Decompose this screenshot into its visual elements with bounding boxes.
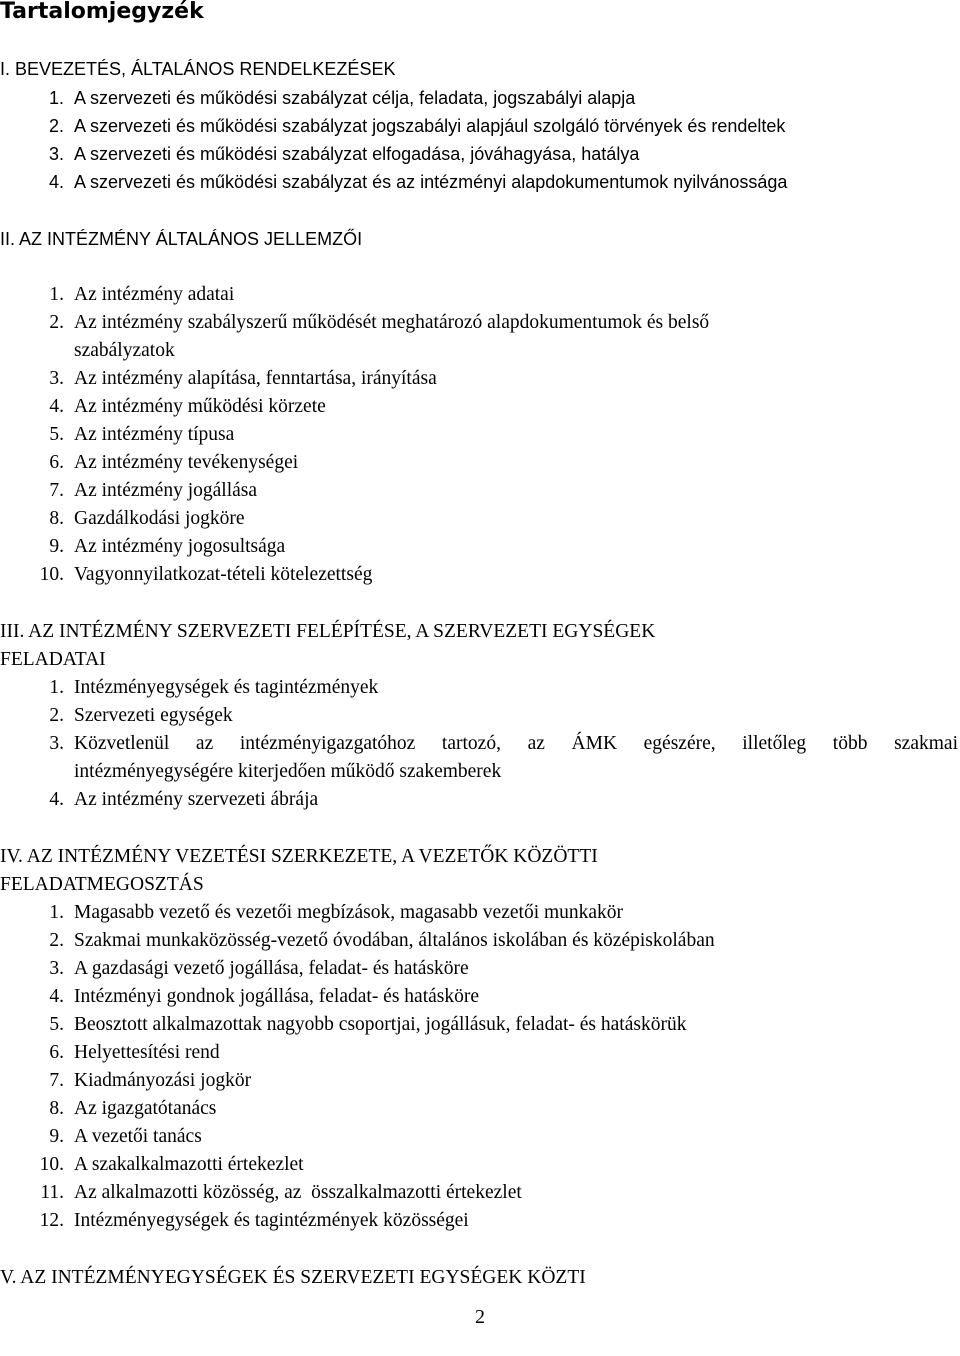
toc-title: Tartalomjegyzék — [0, 0, 204, 24]
page-number: 2 — [475, 1306, 485, 1328]
document-page: Tartalomjegyzék I. BEVEZETÉS, ÁLTALÁNOS RENDELKEZÉSEK 1. A szervezeti és működési szabályzat célja, feladata, jogszabályi alapja 2. A szervezeti és működési szabályzat jogszabályi alapjául szolgáló törvények és rendeltek 3. A szervezeti és működési szabályzat elfogadása, jóváhagyása, hatálya 4. A szervezeti és működési szabályzat és az intézményi alapdokumentumok nyilvánossága II. AZ INTÉZMÉNY ÁLTALÁNOS JELLEMZŐI 1. Az intézmény adatai 2. Az intézmény szabályszerű működését meghatározó alapdokumentumok és belső szabályzatok 3. Az intézmény alapítása, fenntartása, irányítása 4. Az intézmény működési körzete 5. Az intézmény típusa 6. Az intézmény tevékenységei 7. Az intézmény jogállása 8. Gazdálkodási jogköre 9. Az intézmény jogosultsága 10. Vagyonnyilatkozat-tételi kötelezettség III. AZ INTÉZMÉNY SZERVEZETI FELÉPÍTÉSE, A SZERVEZETI EGYSÉGEK FELADATAI 1. Intézményegységek és tagintézmények 2. Szervezeti egységek 3. Közvetlenül az intézményigazgatóhoz tartozó, az ÁMK egészére, illetőleg több szakmai intézményegységére kiterjedően működő szakemberek 4. Az intézmény szervezeti ábrája IV. AZ INTÉZMÉNY VEZETÉSI SZERKEZETE, A VEZETŐK KÖZÖTTI FELADATMEGOSZTÁS 1. Magasabb vezető és vezetői megbízások, magasabb vezetői munkakör 2. Szakmai munkaközösség-vezető óvodában, általános iskolában és középiskolában 3. A gazdasági vezető jogállása, feladat- és hatásköre 4. Intézményi gondnok jogállása, feladat- és hatásköre 5. Beosztott alkalmazottak nagyobb csoportjai, jogállásuk, feladat- és hatáskörük 6. Helyettesítési rend 7. Kiadmányozási jogkör 8. Az igazgatótanács 9. A vezetői tanács 10. A szakalkalmazotti értekezlet 11. Az alkalmazotti közösség, az összalkalmazotti értekezlet 12. Intézményegységek és tagintézmények közösségei V. AZ INTÉZMÉNYEGYSÉGEK ÉS SZERVEZETI EGYSÉGEK KÖZTI 2 — [0, 0, 960, 1356]
